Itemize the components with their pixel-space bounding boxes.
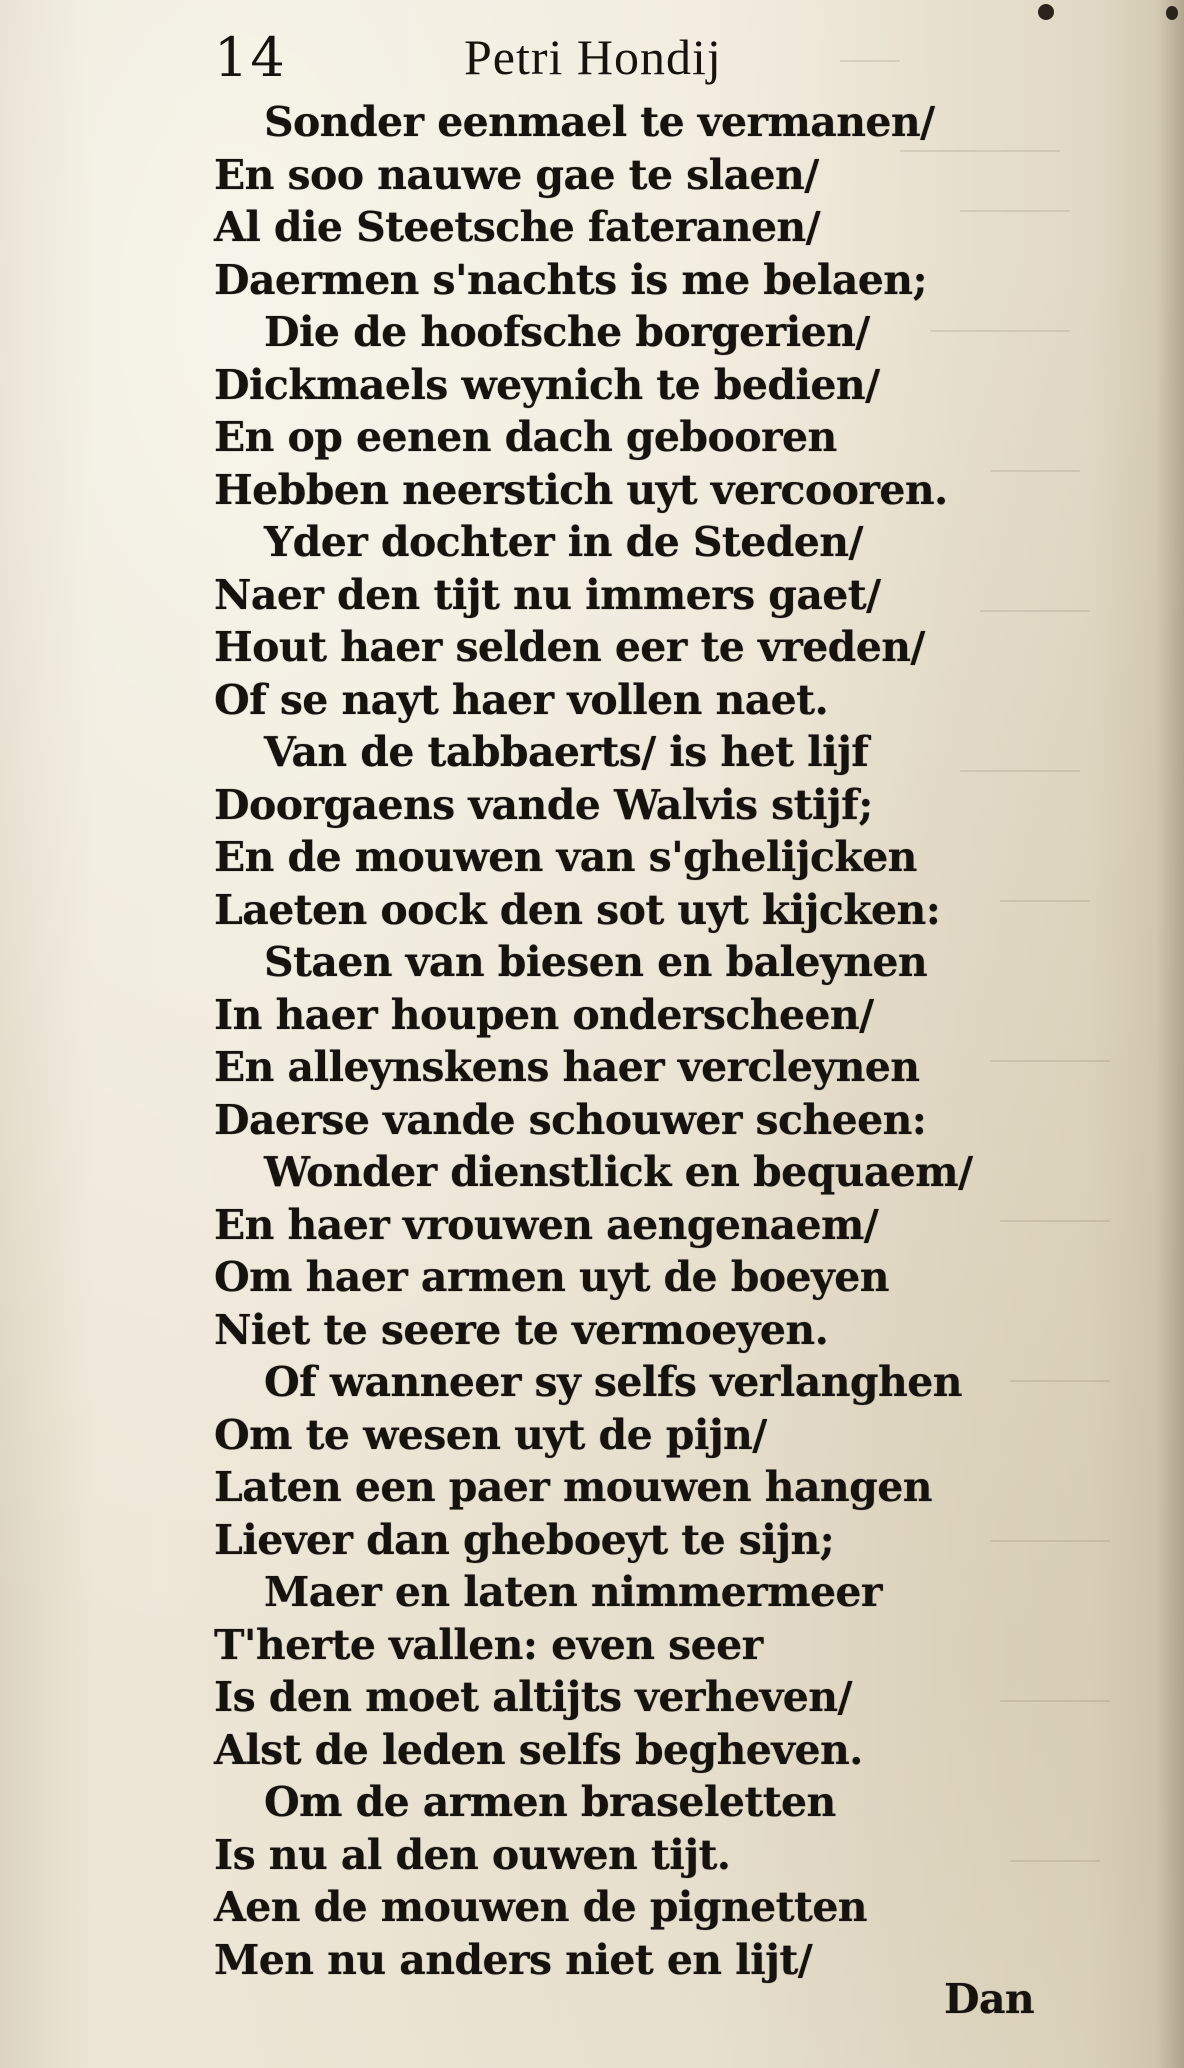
verse-line: Niet te seere te vermoeyen.: [214, 1305, 829, 1354]
verse-line: In haer houpen onderscheen/: [214, 990, 874, 1039]
verse-line: Daerse vande schouwer scheen:: [214, 1095, 927, 1144]
paper-edge-hole: [1166, 6, 1178, 20]
verse-line: Aen de mouwen de pignetten: [214, 1883, 868, 1931]
verse-line: Die de hoofsche borgerien/: [264, 308, 870, 356]
verse-line: Yder dochter in de Steden/: [264, 518, 863, 566]
verse-line: Alst de leden selfs begheven.: [214, 1725, 863, 1774]
verse-block: [214, 96, 1094, 1986]
verse-line: Wonder dienstlick en bequaem/: [264, 1148, 973, 1196]
verse-line: En de mouwen van s'ghelijcken: [214, 833, 917, 881]
verse-line: Laten een paer mouwen hangen: [214, 1463, 932, 1511]
verse-line: Sonder eenmael te vermanen/: [264, 98, 935, 146]
verse-line: Daermen s'nachts is me belaen;: [214, 255, 928, 304]
page-fold-shadow: [1156, 0, 1184, 2068]
paper-wormhole: [1038, 4, 1054, 20]
verse-line: En alleynskens haer vercleynen: [214, 1043, 920, 1091]
verse-line: Of se nayt haer vollen naet.: [214, 675, 829, 724]
verse-line: Is nu al den ouwen tijt.: [214, 1830, 731, 1879]
verse-line: T'herte vallen: even seer: [214, 1620, 763, 1669]
verse-line: Staen van biesen en baleynen: [264, 938, 928, 986]
verse-line: Laeten oock den sot uyt kijcken:: [214, 885, 941, 934]
verse-line: Om de armen braseletten: [264, 1778, 836, 1826]
running-head: Petri Hondij: [464, 29, 722, 85]
catchword: Dan: [944, 1975, 1035, 2023]
verse-line: En haer vrouwen aengenaem/: [214, 1200, 879, 1249]
verse-line: Van de tabbaerts/ is het lijf: [264, 728, 869, 776]
page-header: [0, 22, 1184, 102]
verse-line: Om te wesen uyt de pijn/: [214, 1410, 767, 1459]
verse-line: Of wanneer sy selfs verlanghen: [264, 1358, 962, 1406]
verse-line: Hout haer selden eer te vreden/: [214, 623, 925, 671]
verse-line: Doorgaens vande Walvis stijf;: [214, 780, 873, 829]
verse-line: Om haer armen uyt de boeyen: [214, 1253, 889, 1301]
verse-line: En soo nauwe gae te slaen/: [214, 150, 819, 199]
verse-line: Is den moet altijts verheven/: [214, 1673, 852, 1721]
verse-line: Al die Steetsche fateranen/: [214, 203, 821, 251]
verse-line: Dickmaels weynich te bedien/: [214, 360, 880, 409]
verse-line: Maer en laten nimmermeer: [264, 1568, 882, 1616]
verse-line: Liever dan gheboeyt te sijn;: [214, 1515, 835, 1564]
verse-line: Naer den tijt nu immers gaet/: [214, 570, 881, 619]
verse-line: Hebben neerstich uyt vercooren.: [214, 465, 948, 514]
verse-line: En op eenen dach gebooren: [214, 413, 837, 461]
verse-line: Men nu anders niet en lijt/: [214, 1935, 813, 1984]
page-number: 14: [214, 26, 287, 89]
